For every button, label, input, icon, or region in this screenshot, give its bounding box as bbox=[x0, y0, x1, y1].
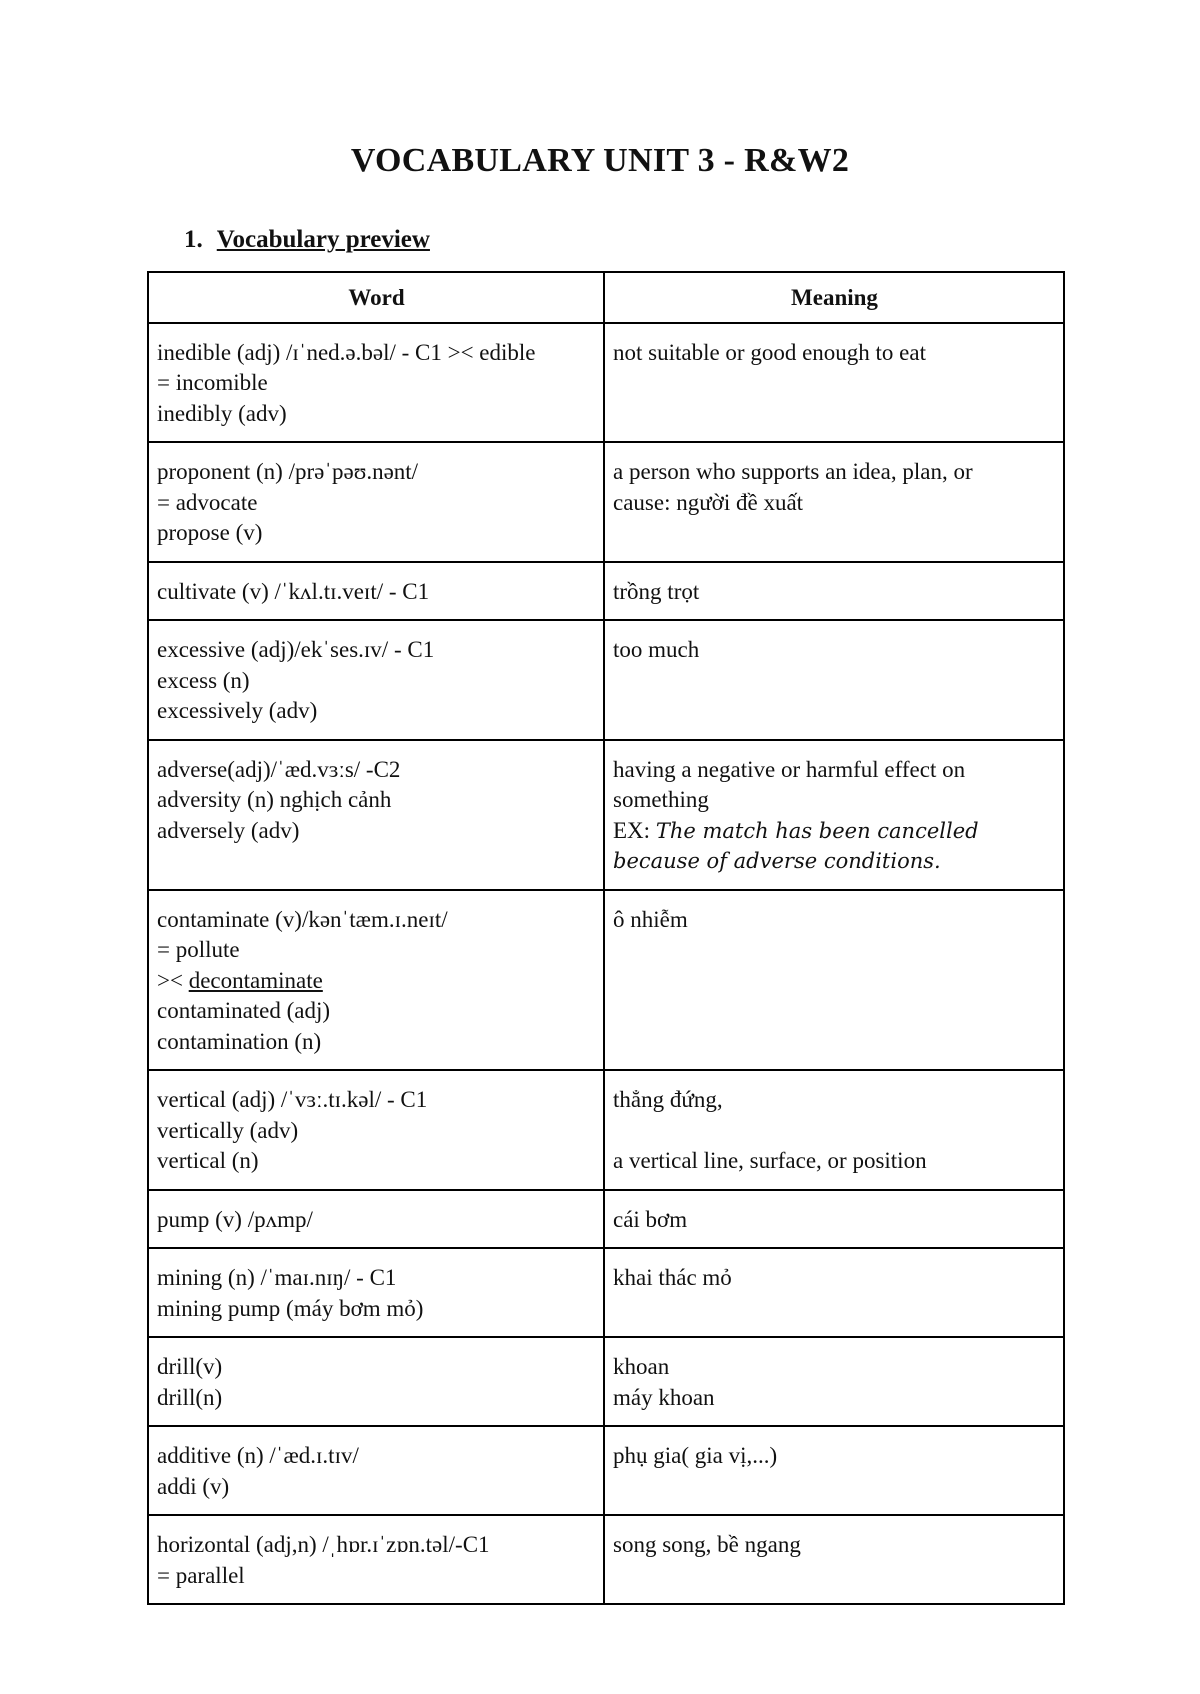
word-cell bbox=[148, 323, 604, 443]
word-line: inedibly (adv) bbox=[157, 400, 287, 426]
word-line: adversely (adv) bbox=[157, 817, 300, 843]
table-row bbox=[148, 1426, 1064, 1515]
meaning-line: khoan bbox=[613, 1354, 670, 1379]
section-number: 1. bbox=[184, 226, 203, 253]
blank-line bbox=[613, 1116, 1056, 1147]
table-row bbox=[148, 890, 1064, 1071]
meaning-cell bbox=[604, 740, 1064, 890]
meaning-cell bbox=[604, 562, 1064, 621]
meaning-cell bbox=[604, 1248, 1064, 1337]
meaning-cell bbox=[604, 442, 1064, 562]
meaning-cell bbox=[604, 1337, 1064, 1426]
word-cell bbox=[148, 442, 604, 562]
word-line: vertical (adj) /ˈvɜː.tɪ.kəl/ - C1 bbox=[157, 1087, 428, 1112]
word-line: mining pump (máy bơm mỏ) bbox=[157, 1295, 424, 1321]
word-cell bbox=[148, 890, 604, 1071]
word-line: drill(n) bbox=[157, 1384, 223, 1410]
meaning-line: phụ gia( gia vị,...) bbox=[613, 1443, 778, 1468]
word-line: inedible (adj) /ɪˈned.ə.bəl/ - C1 >< edible bbox=[157, 339, 536, 365]
word-cell bbox=[148, 1190, 604, 1249]
example-text: The match has been cancelled bbox=[655, 818, 979, 843]
word-line: mining (n) /ˈmaɪ.nɪŋ/ - C1 bbox=[157, 1265, 397, 1290]
meaning-line: trồng trọt bbox=[613, 578, 700, 604]
table-header-row bbox=[148, 272, 1064, 323]
header-word: Word bbox=[148, 272, 604, 323]
meaning-line: not suitable or good enough to eat bbox=[613, 339, 926, 365]
word-line: adverse(adj)/ˈæd.vɜːs/ -C2 bbox=[157, 756, 401, 782]
word-line: contaminate (v)/kənˈtæm.ɪ.neɪt/ bbox=[157, 906, 448, 932]
example-prefix: EX: bbox=[613, 817, 656, 843]
antonym-prefix: >< bbox=[157, 967, 189, 993]
word-cell bbox=[148, 562, 604, 621]
word-line: horizontal (adj,n) /ˌhɒr.ɪˈzɒn.təl/-C1 bbox=[157, 1532, 490, 1557]
table-row bbox=[148, 740, 1064, 890]
meaning-cell bbox=[604, 890, 1064, 1071]
meaning-cell bbox=[604, 620, 1064, 740]
example-line bbox=[613, 816, 1056, 847]
word-line: vertically (adv) bbox=[157, 1117, 299, 1143]
meaning-line: song song, bề ngang bbox=[613, 1532, 801, 1557]
meaning-cell bbox=[604, 1515, 1064, 1604]
table-row bbox=[148, 442, 1064, 562]
meaning-line: having a negative or harmful effect on bbox=[613, 756, 966, 782]
meaning-cell bbox=[604, 1070, 1064, 1190]
table-row bbox=[148, 1190, 1064, 1249]
table-row bbox=[148, 1515, 1064, 1604]
word-cell bbox=[148, 740, 604, 890]
table-row bbox=[148, 323, 1064, 443]
meaning-line: a person who supports an idea, plan, or bbox=[613, 459, 973, 484]
antonym-word: decontaminate bbox=[188, 967, 323, 993]
meaning-line: máy khoan bbox=[613, 1384, 715, 1410]
meaning-line: a vertical line, surface, or position bbox=[613, 1148, 927, 1173]
word-line: additive (n) /ˈæd.ɪ.tɪv/ bbox=[157, 1443, 359, 1468]
word-cell bbox=[148, 1248, 604, 1337]
vocabulary-table bbox=[147, 271, 1065, 1605]
word-line: propose (v) bbox=[157, 520, 263, 545]
word-line: = pollute bbox=[157, 937, 240, 962]
word-line: vertical (n) bbox=[157, 1148, 259, 1173]
document-title: VOCABULARY UNIT 3 - R&W2 bbox=[350, 142, 850, 179]
word-line: = incomible bbox=[157, 370, 268, 395]
word-cell bbox=[148, 1337, 604, 1426]
word-line: drill(v) bbox=[157, 1354, 223, 1379]
meaning-line: something bbox=[613, 787, 709, 812]
word-line: = advocate bbox=[157, 489, 258, 515]
table-row bbox=[148, 620, 1064, 740]
word-line: contamination (n) bbox=[157, 1028, 322, 1054]
table-row bbox=[148, 1248, 1064, 1337]
table-row bbox=[148, 1337, 1064, 1426]
header-meaning: Meaning bbox=[604, 272, 1064, 323]
word-line: adversity (n) nghịch cảnh bbox=[157, 787, 392, 812]
meaning-line: cái bơm bbox=[613, 1206, 688, 1232]
meaning-line: thẳng đứng, bbox=[613, 1087, 723, 1112]
meaning-line: khai thác mỏ bbox=[613, 1265, 732, 1290]
meaning-line: cause: người đề xuất bbox=[613, 489, 804, 515]
word-cell bbox=[148, 1515, 604, 1604]
meaning-cell bbox=[604, 1190, 1064, 1249]
section-title: Vocabulary preview bbox=[216, 226, 430, 253]
meaning-line: too much bbox=[613, 637, 700, 662]
word-line: cultivate (v) /ˈkʌl.tɪ.veɪt/ - C1 bbox=[157, 578, 430, 604]
meaning-cell bbox=[604, 323, 1064, 443]
word-line: addi (v) bbox=[157, 1473, 230, 1499]
word-line: pump (v) /pʌmp/ bbox=[157, 1206, 313, 1232]
meaning-cell bbox=[604, 1426, 1064, 1515]
word-cell bbox=[148, 1426, 604, 1515]
word-line: excessively (adv) bbox=[157, 698, 318, 723]
word-line: excessive (adj)/ekˈses.ɪv/ - C1 bbox=[157, 637, 435, 662]
word-line bbox=[157, 966, 596, 997]
word-cell bbox=[148, 1070, 604, 1190]
word-line: = parallel bbox=[157, 1562, 245, 1588]
word-line: excess (n) bbox=[157, 667, 250, 693]
example-text: because of adverse conditions. bbox=[613, 849, 941, 873]
word-line: contaminated (adj) bbox=[157, 998, 331, 1023]
word-cell bbox=[148, 620, 604, 740]
table-row bbox=[148, 1070, 1064, 1190]
meaning-line: ô nhiễm bbox=[613, 906, 688, 932]
section-heading bbox=[184, 226, 430, 254]
table-row bbox=[148, 562, 1064, 621]
word-line: proponent (n) /prəˈpəʊ.nənt/ bbox=[157, 459, 419, 484]
